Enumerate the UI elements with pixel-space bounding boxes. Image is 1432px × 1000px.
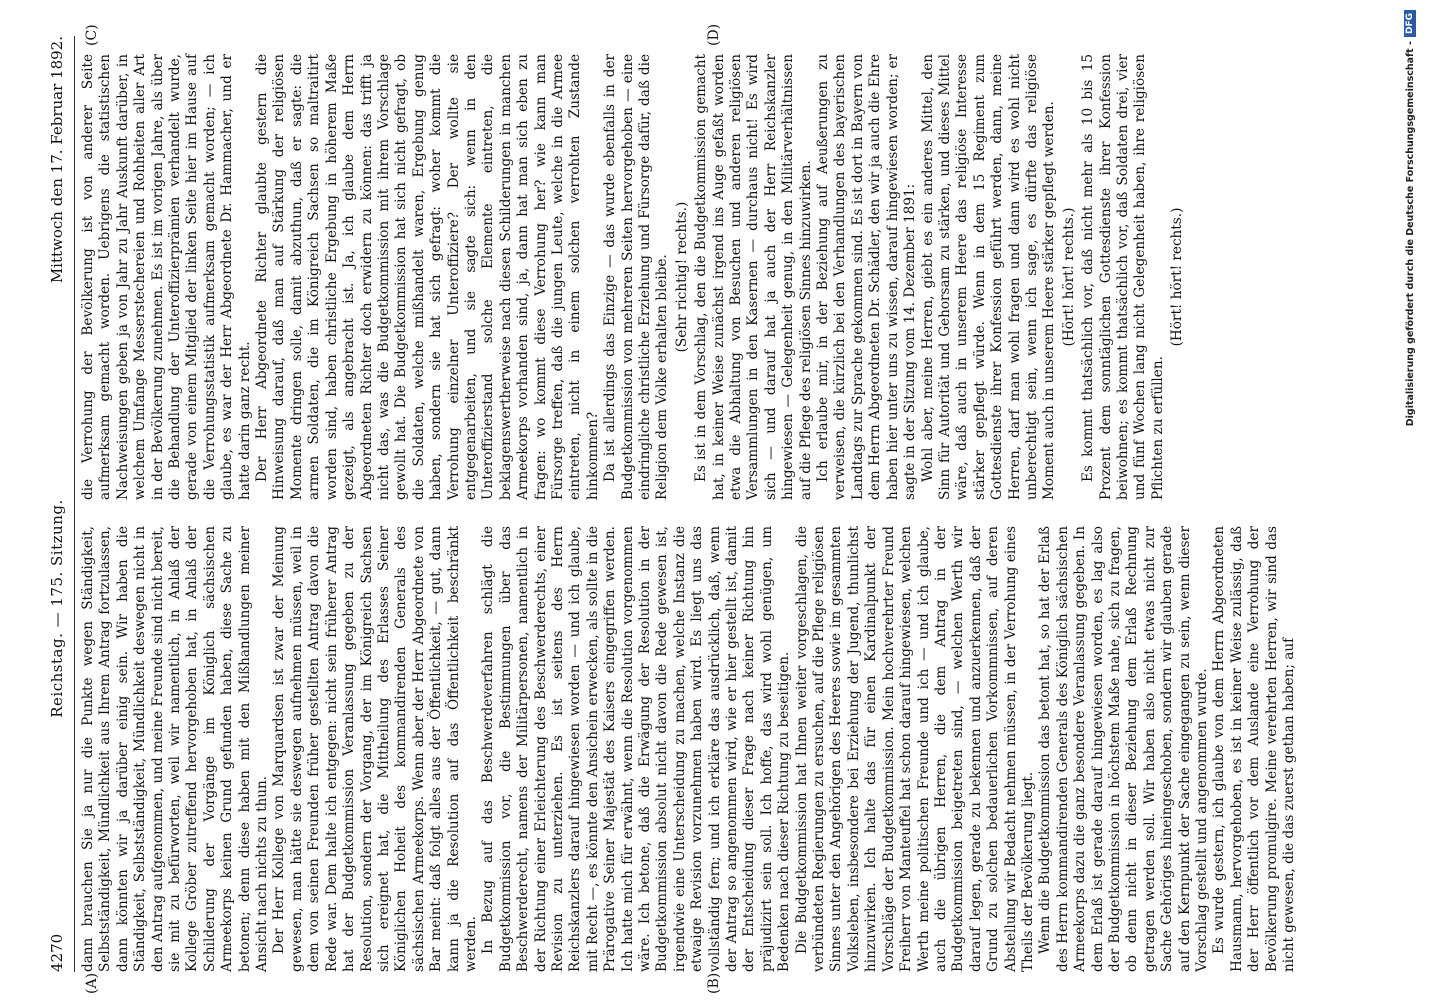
margin-mark-d: (D) [706, 23, 722, 46]
page-number: 4270 [48, 933, 66, 972]
dfg-logo: DFG [1404, 10, 1416, 37]
quotation: Wohl aber, meine Herren, giebt es ein anderes Mittel, den Sinn für Autorität und Gehorsam zu stärken, und dieses Mittel wäre, daß auch in unserem Heere das religiöse Interesse stärker gepflegt würde. Wenn in dem 15 Regiment zum Gottesdienste ihrer Konfession geführt werden, dann, meine Herren, darf man wohl fragen und dann wird es wohl nicht unberechtigt sein, wenn ich sage, es dürfte das religiöse Moment auch in unserem Heere stärker gepflegt werden. [919, 54, 1058, 500]
paragraph: Es kommt thatsächlich vor, daß nicht mehr als 10 bis 15 Prozent dem sonntäglichen Gottesdienste ihrer Konfession beiwohnen; es kommt thatsächlich vor, daß Soldaten drei, vier und fünf Wochen lang nicht Gelegenheit haben, ihre religiösen Pflichten zu erfüllen. [1080, 54, 1166, 500]
margin-mark-c: (C) [84, 24, 100, 46]
page-header [48, 36, 72, 972]
paragraph: Ich erlaube mir, in der Beziehung auf Aeußerungen zu verweisen, die kürzlich bei den Verhandlungen des bayerischen Landtags zur Sprache gekommen sind. Es ist dort in Bayern von dem Herrn Abgeordneten Dr. Schädler, den wir ja auch die Ehre haben hier unter uns zu wissen, darauf hingewiesen worden; er sagte in der Sitzung vom 14. Dezember 1891: [815, 54, 919, 500]
session-date: Mittwoch den 17. Februar 1892. [48, 36, 66, 284]
interjection: (Hört! hört! rechts.) [1060, 207, 1077, 347]
paragraph: Es wurde gestern, ich glaube von dem Herrn Abgeordneten Hausmann, hervorgehoben, es ist in keiner Weise zulässig, daß der Herr öffentlich vor dem Auslande eine Verrohung der Bevölkerung promulgire. Meine verehrten Herren, wir sind das nicht gewesen, die das zuerst gethan haben; auf [1211, 526, 1298, 972]
paragraph: dann brauchen Sie ja nur die Punkte wegen Ständigkeit, Selbstständigkeit, Mündlichkeit aus Ihrem Antrag fortzulassen, dann könnten wir ja darüber einig sein. Wir haben die Ständigkeit, Selbstständigkeit, Mündlichkeit deswegen nicht in den Antrag aufgenommen, und meine Freunde sind nicht bereit, sie mit zu befürworten, weil wir namentlich, in Anlaß der Kollege Gröber zutreffend hervorgehoben hat, in Anlaß der Schilderung der Vorgänge im Königlich sächsischen Armeekorps keinen Grund gefunden haben, diese Sache zu betonen; denn diese haben mit den Mißhandlungen meiner Ansicht nach nichts zu thun. [80, 526, 271, 972]
interjection: (Hört! hört! rechts.) [1169, 207, 1186, 347]
paragraph: die Verrohung der Bevölkerung ist von anderer Seite aufmerksam gemacht worden. Uebrigens die statistischen Nachweisungen geben ja von Jahr zu Jahr Auskunft darüber, in welchem Umfange Messerstechereien und Rohheiten aller Art in der Bevölkerung zunehmen. Es ist im vorigen Jahre, als über die Behandlung der Unteroffizierprämien verhandelt wurde, gerade von einem Mitglied der linken Seite hier im Hause auf die Verrohungsstatistik aufmerksam gemacht worden; — ich glaube, es war der Herr Abgeordnete Dr. Hammacher, und er hatte darin ganz recht. [80, 54, 253, 500]
header-rule [74, 36, 75, 972]
left-column [80, 526, 1298, 972]
paragraph: Es ist in dem Vorschlag, den die Budgetkommission gemacht hat, in keiner Weise zunächst irgend ins Auge gefaßt worden etwa die Abhaltung von Besuchen und anderen religiösen Versammlungen in den Kasernen — durchaus nicht! Es wird sich — und darauf hat ja auch der Herr Reichskanzler hingewiesen — Gelegenheit genug, in den Militärverhältnissen auf die Pflege des religiösen Sinnes hinzuwirken. [693, 54, 814, 500]
digitization-credit [1404, 10, 1416, 990]
paragraph: Die Budgetkommission hat Ihnen weiter vorgeschlagen, die verbündeten Regierungen zu ersuchen, auf die Pflege religiösen Sinnes unter den Angehörigen des Heeres sowie im gesammten Volksleben, insbesondere bei Erziehung der Jugend, thunlichst hinzuwirken. Ich halte das für einen Kardinalpunkt der Vorschläge der Budgetkommission. Mein hochverehrter Freund Freiherr von Manteuffel hat schon darauf hingewiesen, welchen Werth meine politischen Freunde und ich — und ich glaube, auch die übrigen Herren, die dem Antrag in der Budgetkommission beigetreten sind, — welchen Werth wir darauf legen, gerade zu bekennen und anzuerkennen, daß der Grund zu solchen bedauerlichen Vorkommnissen, auf deren Abstellung wir Bedacht nehmen müssen, in der Verrohung eines Theils der Bevölkerung liegt. [793, 526, 1036, 972]
session-title: Reichstag. — 175. Sitzung. [48, 499, 66, 718]
credit-text: Digitalisierung gefördert durch die Deutsche Forschungsgemeinschaft - [1404, 41, 1416, 427]
right-column [80, 54, 1189, 500]
paragraph: Der Herr Abgeordnete Richter glaubte gestern die Hinweisung darauf, daß man auf Stärkung der religiösen Momente dringen solle, damit abzuthun, daß er sagte: die armen Soldaten, die im Königreich Sachsen so maltraitirt worden sind, haben christliche Ergebung in höherem Maße gezeigt, als angebracht ist. Ja, ich glaube dem Herrn Abgeordneten Richter doch erwidern zu können: das trifft ja nicht das, was die Budgetkommission mit ihrem Vorschlage gewollt hat. Die Budgetkommission hat sich nicht gefragt, ob die Soldaten, welche mißhandelt waren, Ergebung genug haben, sondern sie hat sich gefragt: woher kommt die Verrohung einzelner Unteroffiziere? Der wollte sie entgegenarbeiten, und sie sagte sich: wenn in den Unteroffizierstand solche Elemente eintreten, die beklagenswertherweise nach diesen Schilderungen in manchen Armeekorps vorhanden sind, ja, dann hat man sich eben zu fragen: wo kommt diese Verrohung her? wie kann man Fürsorge treffen, daß die jungen Leute, welche in die Armee eintreten, nicht in einem solchen verrohten Zustande hinkommen? [254, 54, 601, 500]
margin-mark-b: (B) [706, 972, 722, 994]
paragraph: Wenn die Budgetkommission das betont hat, so hat der Erlaß des Herrn kommandirenden Generals des Königlich sächsischen Armeekorps dazu die ganz besondere Veranlassung gegeben. In dem Erlaß ist gerade darauf hingewiesen worden, es lag also der Budgetkommission in höchstem Maße nahe, sich zu fragen, ob denn nicht in dieser Beziehung dem Erlaß Rechnung getragen werden soll. Wir haben also nicht etwas nicht zur Sache Gehöriges hineingeschoben, sondern wir glauben gerade auf den Kernpunkt der Sache eingegangen zu sein, wenn dieser Vorschlag gestellt und angenommen wurde. [1037, 526, 1210, 972]
paragraph: In Bezug auf das Beschwerdeverfahren schlägt die Budgetkommission vor, die Bestimmungen über das Beschwerderecht, namens der Militärpersonen, namentlich in der Richtung einer Erleichterung des Beschwerderechts, einer Revision zu unterziehen. Es ist seitens des Herrn Reichskanzlers darauf hingewiesen worden — und ich glaube, mit Recht —, es könnte den Ansichein erwecken, als sollte in die Prärogative Seiner Majestät des Kaisers eingegriffen werden. Ich hatte mich für erwähnt, wenn die Resolution vorgenommen wäre. Ich betone, daß die Erwägung der Resolution in der Budgetkommission absolut nicht davon die Rede gewesen ist, irgendwie eine Unterscheidung zu machen, welche Instanz die etwaige Revision vorzunehmen haben wird. Es liegt uns das vollständig fern; und ich erkläre das ausdrücklich, daß, wenn der Antrag so angenommen wird, wie er hier gestellt ist, damit der Entscheidung dieser Frage nach keiner Richtung hin präjudizirt sein soll. Ich hoffe, das wird wohl genügen, um Bedenken nach dieser Richtung zu beseitigen. [480, 526, 793, 972]
margin-mark-a: (A) [84, 972, 100, 994]
paragraph: Der Herr Kollege von Marquardsen ist zwar der Meinung gewesen, man hätte sie deswegen aufnehmen müssen, weil in dem von seinen Freunden früher gestellten Antrag davon die Rede war. Dem halte ich entgegen: nicht sein früherer Antrag hat der Budgetkommission Veranlassung gegeben zu der Resolution, sondern der Vorgang, der im Königreich Sachsen sich ereignet hat, die Mittheilung des Erlasses Seiner Königlichen Hoheit des kommandirenden Generals des sächsischen Armeekorps. Wenn aber der Herr Abgeordnete von Bar meint: daß folgt alles aus der Öffentlichkeit, — gut, dann kann ja die Resolution auf das Öffentlichkeit beschränkt werden. [271, 526, 479, 972]
paragraph: Da ist allerdings das Einzige — das wurde ebenfalls in der Budgetkommission von mehreren Seiten hervorgehoben — eine eindringliche christliche Erziehung und Fürsorge dafür, daß die Religion dem Volke erhalten bleibe. [602, 54, 671, 500]
interjection: (Sehr richtig! rechts.) [673, 201, 690, 353]
